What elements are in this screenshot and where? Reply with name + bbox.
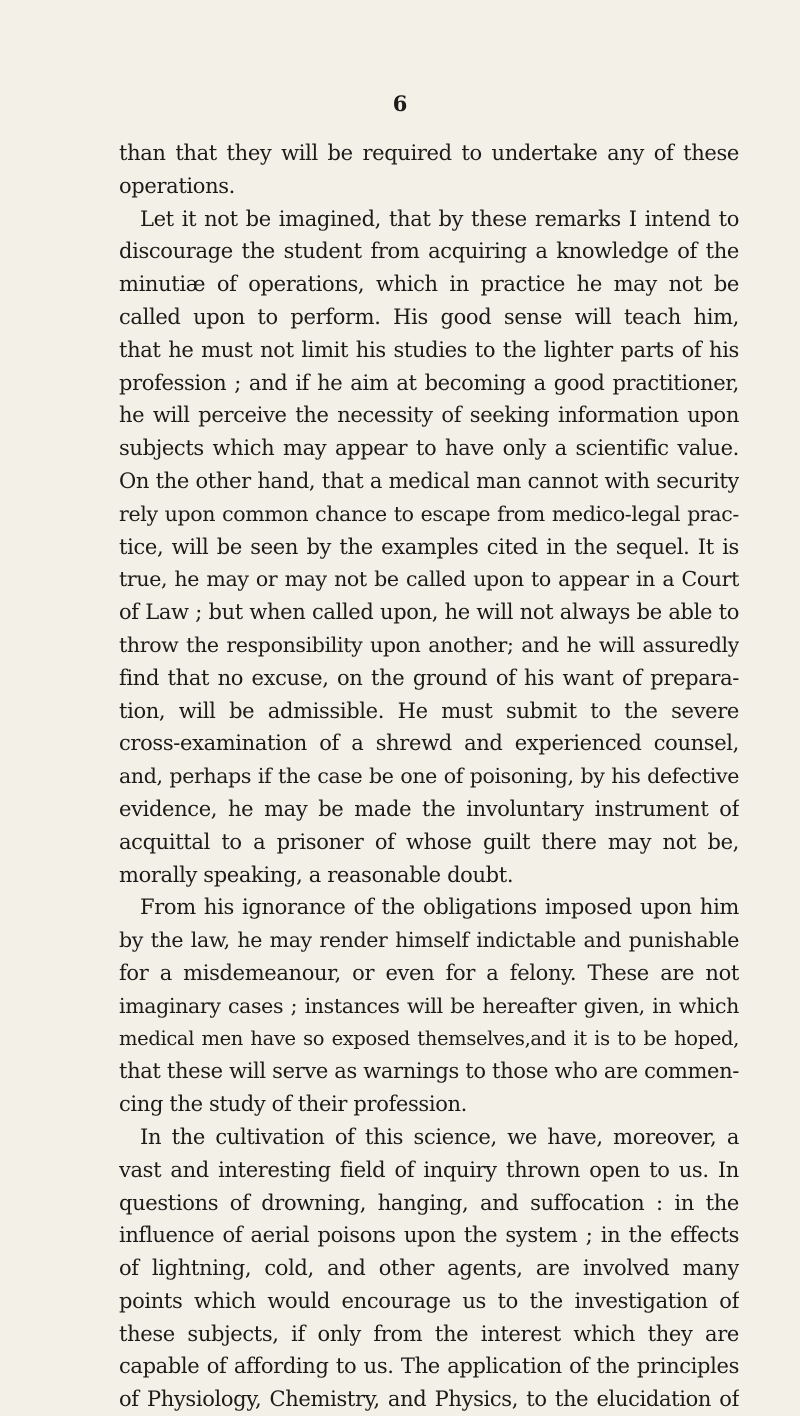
text-line: rely upon common chance to escape from medico-legal prac- — [119, 501, 739, 526]
text-line: by the law, he may render himself indictable and punishable — [119, 928, 739, 953]
text-line: operations. — [119, 173, 235, 198]
text-line: that he must not limit his studies to the lighter parts of his — [119, 337, 739, 362]
text-line: tice, will be seen by the examples cited in the sequel. It is — [119, 534, 739, 559]
text-line: of lightning, cold, and other agents, are involved many — [119, 1256, 739, 1281]
body-text — [119, 137, 739, 1416]
text-line: true, he may or may not be called upon to appear in a Court — [119, 567, 739, 592]
text-line: that these will serve as warnings to those who are commen- — [119, 1059, 739, 1084]
text-line: cing the study of their profession. — [119, 1092, 468, 1117]
text-line: cross-examination of a shrewd and experienced counsel, — [119, 731, 739, 756]
page-number: 6 — [392, 91, 408, 116]
text-line: points which would encourage us to the investigation of — [119, 1288, 739, 1313]
text-line: he will perceive the necessity of seeking information upon — [119, 403, 739, 428]
text-line: imaginary cases ; instances will be hereafter given, in which — [119, 993, 739, 1018]
text-line: morally speaking, a reasonable doubt. — [119, 862, 514, 887]
text-line: called upon to perform. His good sense will teach him, — [119, 304, 739, 329]
text-line: From his ignorance of the obligations imposed upon him — [140, 895, 739, 920]
text-line: evidence, he may be made the involuntary instrument of — [119, 796, 739, 821]
text-line: than that they will be required to undertake any of these — [119, 141, 739, 165]
text-line: discourage the student from acquiring a knowledge of the — [119, 239, 739, 264]
text-line: questions of drowning, hanging, and suffocation : in the — [119, 1190, 739, 1215]
text-line: profession ; and if he aim at becoming a good practitioner, — [119, 370, 739, 395]
text-line: acquittal to a prisoner of whose guilt there may not be, — [119, 829, 739, 854]
text-line: medical men have so exposed themselves,and it is to be hoped, — [119, 1026, 739, 1050]
text-line: of Law ; but when called upon, he will not always be able to — [119, 600, 739, 625]
text-line: and, perhaps if the case be one of poisoning, by his defective — [119, 764, 739, 789]
text-line: vast and interesting field of inquiry thrown open to us. In — [119, 1157, 739, 1182]
text-line: influence of aerial poisons upon the system ; in the effects — [119, 1223, 739, 1248]
text-line: Let it not be imagined, that by these remarks I intend to — [140, 206, 739, 231]
text-line: tion, will be admissible. He must submit to the severe — [119, 698, 739, 723]
text-line: find that no excuse, on the ground of his want of prepara- — [119, 665, 739, 690]
text-line: On the other hand, that a medical man cannot with security — [119, 468, 739, 493]
text-line: capable of affording to us. The application of the principles — [119, 1354, 739, 1379]
text-line: these subjects, if only from the interest which they are — [119, 1321, 739, 1346]
text-line: of Physiology, Chemistry, and Physics, to the elucidation of — [119, 1387, 739, 1412]
text-line: for a misdemeanour, or even for a felony. These are not — [119, 960, 739, 985]
text-line: In the cultivation of this science, we have, moreover, a — [140, 1124, 739, 1149]
text-line: subjects which may appear to have only a scientific value. — [119, 436, 739, 461]
text-line: minutiæ of operations, which in practice he may not be — [119, 272, 739, 297]
text-line: throw the responsibility upon another; and he will assuredly — [119, 632, 739, 657]
